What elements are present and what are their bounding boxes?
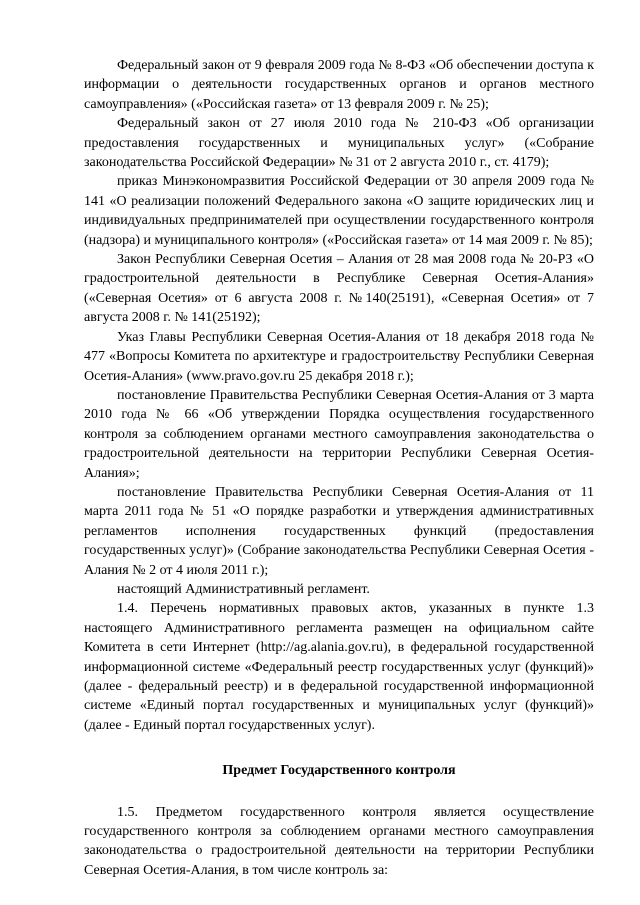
paragraph-resolution-66: постановление Правительства Республики Северная Осетия-Алания от 3 марта 2010 года № 66 «Об утверждении Порядка осуществления государственного контроля за соблюдением органами местного самоуправления законодательства о градостроительной деятельности на территории Республики Северная Осетия-Алания»;	[84, 387, 594, 481]
paragraph-resolution-51: постановление Правительства Республики Северная Осетия-Алания от 11 марта 2011 года № 51 «О порядке разработки и утверждения административных регламентов исполнения государственных функций (предоставления государственных услуг)» (Собрание законодательства Республики Северная Осетия - Алания № 2 от 4 июля 2011 г.);	[84, 484, 594, 578]
paragraph-1-4: 1.4. Перечень нормативных правовых актов, указанных в пункте 1.3 настоящего Административного регламента размещен на официальном сайте Комитета в сети Интернет (http://ag.alania.gov.ru), в федеральной государственной информационной системе «Федеральный реестр государственных услуг (функций)» (далее - федеральный реестр) и в федеральной государственной информационной системе «Единый портал государственных и муниципальных услуг (функций)» (далее - Единый портал государственных услуг).	[84, 601, 594, 733]
section-heading: Предмет Государственного контроля	[222, 763, 456, 779]
paragraph-rso-law-20rz: Закон Республики Северная Осетия – Алания от 28 мая 2008 года № 20-РЗ «О градостроительной деятельности в Республике Северная Осетия-Алания» («Северная Осетия» от 6 августа 2008 г. №140(25191), «Северная Осетия» от 7 августа 2008 г. № 141(25192);	[84, 252, 594, 326]
paragraph-federal-law-8fz: Федеральный закон от 9 февраля 2009 года № 8-ФЗ «Об обеспечении доступа к информации о деятельности государственных органов и органов местного самоуправления» («Российская газета» от 13 февраля 2009 г. № 25);	[84, 58, 594, 112]
paragraph-order-minekonomrazvitiya: приказ Минэкономразвития Российской Федерации от 30 апреля 2009 года № 141 «О реализации положений Федерального закона «О защите юридических лиц и индивидуальных предпринимателей при осуществлении государственного контроля (надзора) и муниципального контроля» («Российская газета» от 14 мая 2009 г. № 85);	[84, 174, 594, 248]
paragraph-this-regulation: настоящий Административный регламент.	[117, 581, 370, 597]
paragraph-federal-law-210fz: Федеральный закон от 27 июля 2010 года № 210-ФЗ «Об организации предоставления государственных и муниципальных услуг» («Собрание законодательства Российской Федерации» № 31 от 2 августа 2010 г., ст. 4179);	[84, 116, 594, 171]
document-body	[84, 56, 594, 880]
paragraph-1-5: 1.5. Предметом государственного контроля является осуществление государственного контроля за соблюдением органами местного самоуправления законодательства о градостроительной деятельности на территории Республики Северная Осетия-Алания, в том числе контроль за:	[84, 804, 594, 878]
paragraph-decree-477: Указ Главы Республики Северная Осетия-Алания от 18 декабря 2018 года № 477 «Вопросы Комитета по архитектуре и градостроительству Республики Северная Осетия-Алания» (www.pravo.gov.ru 25 декабря 2018 г.);	[84, 329, 594, 384]
